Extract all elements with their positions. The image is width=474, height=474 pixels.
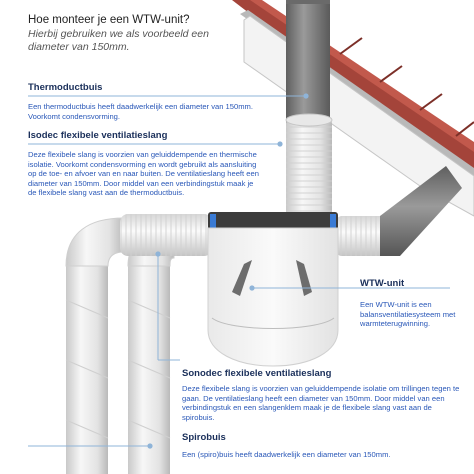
sonodec-hose bbox=[120, 214, 212, 256]
wtw-unit bbox=[208, 212, 338, 366]
isodec-title: Isodec flexibele ventilatieslang bbox=[28, 130, 168, 141]
spirobuis-title: Spirobuis bbox=[182, 432, 226, 443]
sonodec-text: Deze flexibele slang is voorzien van geluiddempende isolatie om trillingen tegen te gaan. De ventilatieslang heeft een diameter van 150mm. Door middel van een verbindingstuk en een slangenklem maak je de flexibele slang vast aan de spirobuis. bbox=[182, 384, 460, 422]
sonodec-title: Sonodec flexibele ventilatieslang bbox=[182, 368, 332, 379]
thermoductbuis-text: Een thermoductbuis heeft daadwerkelijk een diameter van 150mm. Voorkomt condensvorming. bbox=[28, 102, 253, 121]
wtw-unit-title: WTW-unit bbox=[360, 278, 405, 289]
wtw-unit-top bbox=[208, 212, 338, 230]
wtw-unit-body bbox=[208, 228, 338, 366]
page-subtitle: Hierbij gebruiken we als voorbeeld een diameter van 150mm. bbox=[28, 28, 209, 53]
roof-duct bbox=[286, 0, 330, 128]
spirobuis-text: Een (spiro)buis heeft daadwerkelijk een diameter van 150mm. bbox=[182, 450, 391, 459]
spiro-pipe-right bbox=[128, 226, 174, 474]
roof-duct-pipe bbox=[286, 0, 330, 128]
page-title: Hoe monteer je een WTW-unit? bbox=[28, 14, 190, 26]
wtw-unit-text: Een WTW-unit is een balansventilatiesysteem met warmteterugwinning. bbox=[360, 300, 456, 329]
spiro-pipe-left bbox=[66, 218, 124, 474]
isodec-hose-vertical bbox=[286, 114, 332, 218]
thermoductbuis-title: Thermoductbuis bbox=[28, 82, 103, 93]
isodec-text: Deze flexibele slang is voorzien van geluiddempende en thermische isolatie. Voorkomt condensvorming en wordt gebruikt als aansluiting op de toe- en afvoer van en naar buiten. De ventilatieslang heeft een diameter van 150mm. Door middel van een verbindingstuk maak je de flexibele slang vast aan de thermoductbuis. bbox=[28, 150, 259, 198]
